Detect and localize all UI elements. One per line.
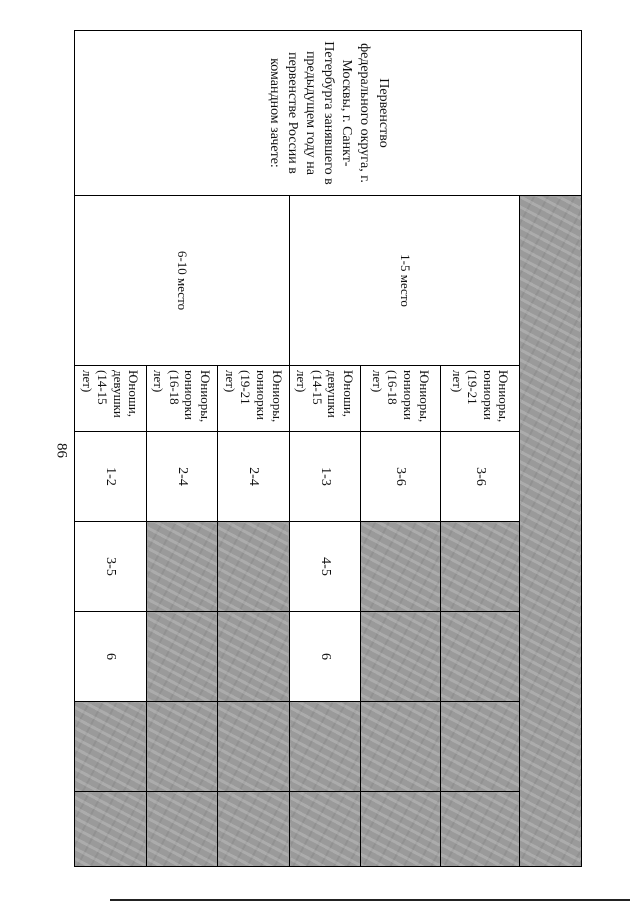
value-cell: 3-5 [75, 522, 147, 612]
shaded-cell [218, 792, 290, 867]
shaded-cell [440, 612, 520, 702]
category-cell: Юниоры, юниорки (19-21 лет) [218, 366, 290, 432]
shaded-cell [146, 522, 218, 612]
shaded-cell [361, 612, 441, 702]
value-cell: 2-4 [218, 432, 290, 522]
rotated-table [74, 30, 582, 866]
shaded-cell [146, 612, 218, 702]
scan-edge-line [110, 899, 630, 901]
category-cell: Юниоры, юниорки (16-18 лет) [361, 366, 441, 432]
value-cell: 6 [289, 612, 361, 702]
shaded-cell [440, 792, 520, 867]
ranking-table [74, 30, 582, 867]
value-cell: 3-6 [440, 432, 520, 522]
shaded-cell [361, 522, 441, 612]
category-cell: Юноши, девушки (14-15 лет) [289, 366, 361, 432]
shaded-cell [146, 792, 218, 867]
value-cell: 4-5 [289, 522, 361, 612]
shaded-cell [440, 522, 520, 612]
shaded-cell [218, 522, 290, 612]
category-cell: Юноши, девушки (14-15 лет) [75, 366, 147, 432]
competition-header: Первенство федерального округа, г. Москвы, г. Санкт-Петербурга занявшего в предыдущем году на первенстве России в командном зачете: [266, 41, 391, 185]
shaded-cell [361, 702, 441, 792]
page-number: 86 [53, 443, 70, 458]
place-label: 1-5 место [397, 254, 413, 307]
value-cell: 6 [75, 612, 147, 702]
shaded-header-band [520, 196, 582, 867]
shaded-cell [146, 702, 218, 792]
shaded-cell [75, 792, 147, 867]
place-group-2 [75, 196, 290, 366]
shaded-cell [75, 702, 147, 792]
shaded-cell [289, 792, 361, 867]
place-group-1 [289, 196, 520, 366]
place-label: 6-10 место [174, 250, 190, 311]
shaded-cell [289, 702, 361, 792]
table-container [74, 30, 582, 866]
competition-header-cell [75, 31, 582, 196]
shaded-cell [361, 792, 441, 867]
value-cell: 3-6 [361, 432, 441, 522]
category-cell: Юниоры, юниорки (19-21 лет) [440, 366, 520, 432]
value-cell: 1-2 [75, 432, 147, 522]
value-cell: 2-4 [146, 432, 218, 522]
shaded-cell [218, 702, 290, 792]
category-cell: Юниоры, юниорки (16-18 лет) [146, 366, 218, 432]
shaded-cell [218, 612, 290, 702]
value-cell: 1-3 [289, 432, 361, 522]
shaded-cell [440, 702, 520, 792]
